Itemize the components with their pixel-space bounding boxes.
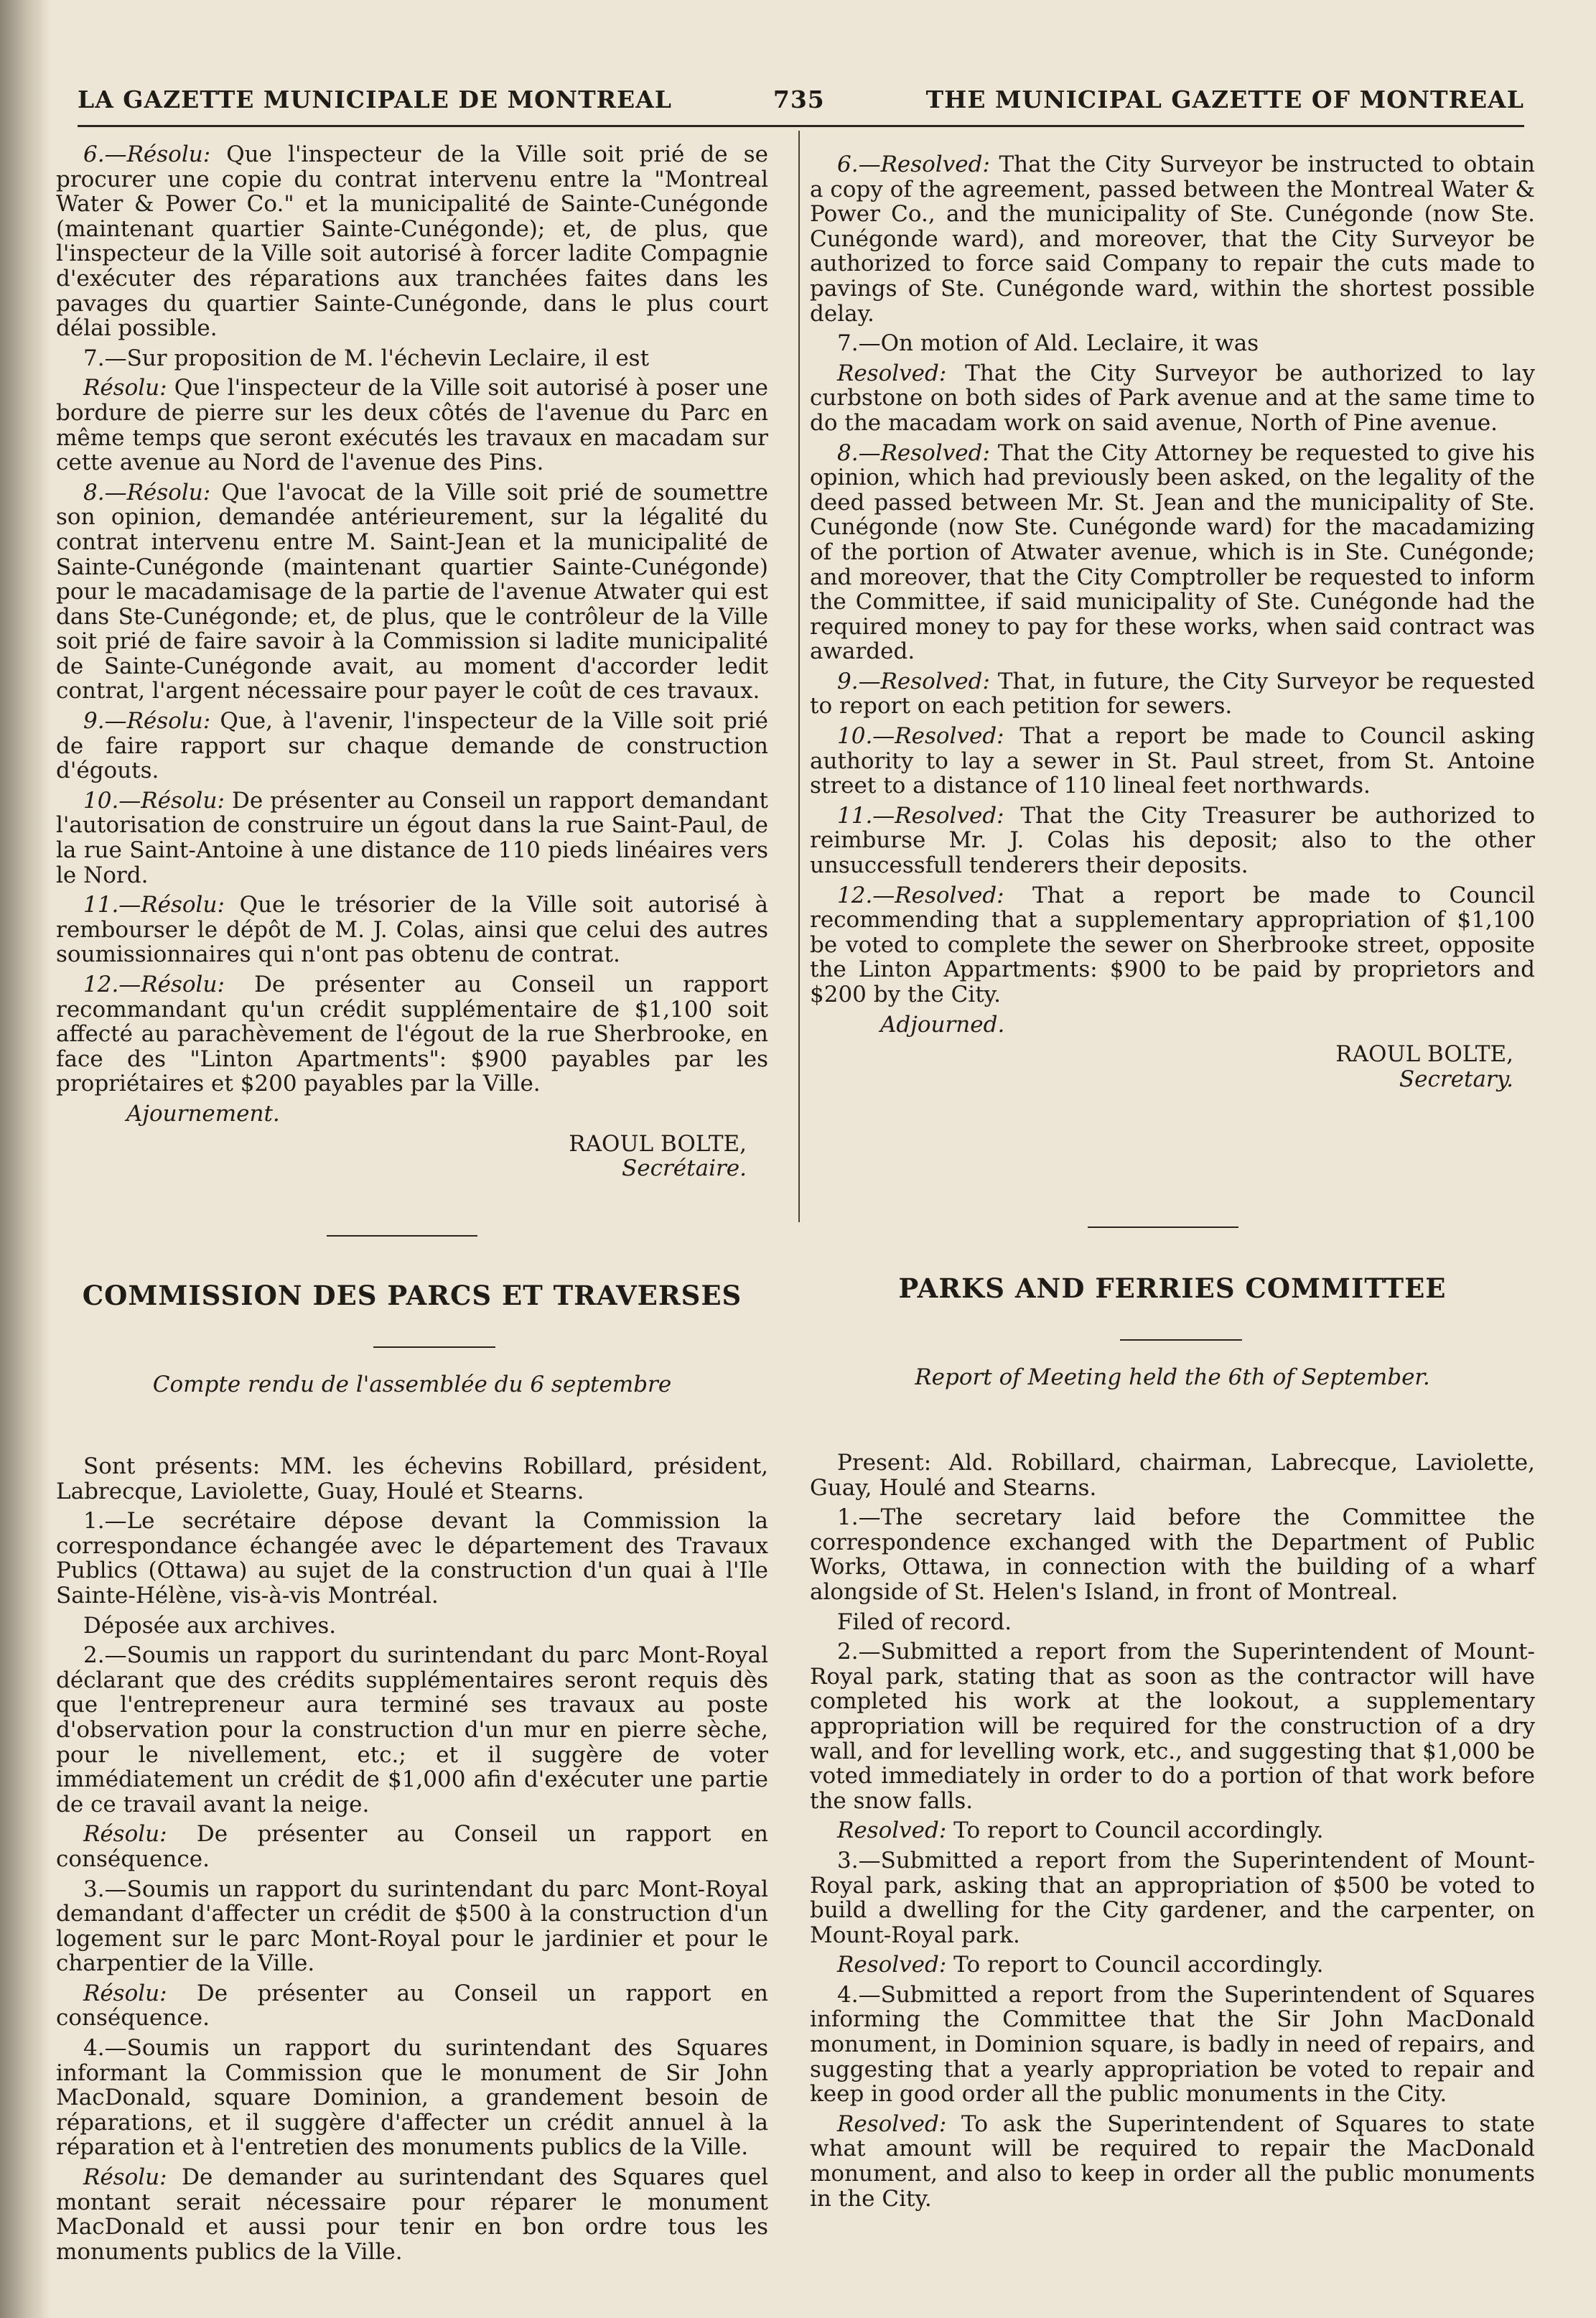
resolution-lead: 10.—Résolu:: [83, 787, 225, 814]
paragraph: [56, 346, 768, 371]
paragraph-text: That, in future, the City Surveyor be requested to report on each petition for sewers.: [810, 668, 1535, 720]
paragraph: [810, 883, 1535, 1007]
paragraph-text: 1.—Le secrétaire dépose devant la Commission la correspondance échangée avec le département des Travaux Publics (Ottawa) au sujet de la construction d'un quai à l'Ile Sainte-Hélène, vis-à-vis Montréal.: [56, 1508, 768, 1609]
paragraph: [810, 1848, 1535, 1947]
paragraph: [56, 480, 768, 704]
paragraph: [810, 331, 1535, 356]
paragraph-text: Déposée aux archives.: [83, 1612, 337, 1639]
paragraph: [56, 376, 768, 475]
parks-minutes-en: [810, 1451, 1535, 2211]
paragraph-text: 3.—Submitted a report from the Superintendent of Mount-Royal park, asking that an appropriation of $500 be voted to build a dwelling for the City gardener, and the carpenter, on Mount-Royal park.: [810, 1847, 1535, 1948]
secretary-name: RAOUL BOLTE,: [569, 1130, 747, 1157]
left-column-lower: [56, 1454, 768, 2269]
paragraph: [810, 1505, 1535, 1604]
resolution-lead: Résolu:: [83, 1821, 167, 1848]
paragraph: [56, 709, 768, 783]
paragraph: [56, 2036, 768, 2160]
paragraph-text: That the City Surveyor be authorized to lay curbstone on both sides of Park avenue and at the same time to do the macadam work on said avenue, North of Pine avenue.: [810, 360, 1535, 436]
paragraph-text: 7.—Sur proposition de M. l'échevin Leclaire, il est: [83, 345, 650, 371]
section-title-fr: COMMISSION DES PARCS ET TRAVERSES: [82, 1280, 742, 1311]
page-number: 735: [773, 85, 825, 113]
french-resolutions: [56, 142, 768, 1097]
paragraph: [810, 441, 1535, 664]
adjournment-en: Adjourned.: [880, 1011, 1005, 1038]
paragraph: [810, 1639, 1535, 1813]
paragraph-text: Que le trésorier de la Ville soit autorisé à rembourser le dépôt de M. J. Colas, ainsi que celui des autres soumissionnaires qui n'ont pas obtenu de contrat.: [56, 892, 768, 968]
paragraph: [56, 788, 768, 888]
paragraph: [56, 2165, 768, 2264]
page-header: [78, 78, 1524, 121]
paragraph-text: 1.—The secretary laid before the Committee the correspondence exchanged with the Department of Public Works, Ottawa, in connection with the building of a wharf alongside of St. Helen's Island, in front of Montreal.: [810, 1504, 1535, 1605]
paragraph: [56, 1822, 768, 1871]
paragraph-text: 2.—Soumis un rapport du surintendant du parc Mont-Royal déclarant que des crédits supplémentaires seront requis dès que l'entrepreneur aura terminé ses travaux au poste d'observation pour la construction d'un mur en pierre sèche, pour le nivellement, etc.; et il suggère de voter immédiatement un crédit de $1,000 afin d'exécuter une partie de ce travail avant la neige.: [56, 1642, 768, 1817]
paragraph-text: 4.—Submitted a report from the Superintendent of Squares informing the Committee that the Sir John MacDonald monument, in Dominion square, is badly in need of repairs, and suggesting that a yearly appropriation be voted to repair and keep in good order all the public monuments in the City.: [810, 1981, 1535, 2108]
paragraph: [810, 724, 1535, 799]
parks-minutes-fr: [56, 1454, 768, 2264]
section-title-en: PARKS AND FERRIES COMMITTEE: [898, 1272, 1447, 1304]
title-underline: [373, 1346, 495, 1348]
resolution-lead: Résolu:: [83, 375, 167, 401]
resolution-lead: Resolved:: [837, 2110, 947, 2137]
resolution-lead: 6.—Resolved:: [837, 152, 990, 177]
paragraph: [56, 972, 768, 1097]
resolution-lead: Résolu:: [83, 1980, 167, 2006]
header-rule: [78, 125, 1524, 127]
title-underline: [1120, 1339, 1242, 1341]
resolution-lead: 11.—Resolved:: [837, 802, 1004, 829]
paragraph: [56, 1614, 768, 1639]
paragraph-text: De demander au surintendant des Squares quel montant serait nécessaire pour réparer le monument MacDonald et aussi pour tenir en bon ordre tous les monuments publics de la Ville.: [56, 2164, 768, 2265]
paragraph-text: That the City Surveyor be instructed to obtain a copy of the agreement, passed between the Montreal Water & Power Co., and the municipality of Ste. Cunégonde (now Ste. Cunégonde ward), and moreover, that the City Surveyor be authorized to force said Company to repair the cuts made to pavings of Ste. Cunégonde ward, within the shortest possible delay.: [810, 152, 1535, 327]
paragraph: [810, 1952, 1535, 1978]
paragraph: [810, 669, 1535, 719]
paragraph: [56, 1509, 768, 1608]
paragraph: [56, 1454, 768, 1504]
resolution-lead: Resolved:: [837, 1952, 947, 1978]
paragraph: [810, 1818, 1535, 1843]
meeting-subtitle-fr: Compte rendu de l'assemblée du 6 septembre: [152, 1372, 672, 1397]
paragraph-text: De présenter au Conseil un rapport demandant l'autorisation de construire un égout dans la rue Saint-Paul, de la rue Saint-Antoine à une distance de 110 pieds linéaires vers le Nord.: [56, 787, 768, 888]
paragraph-text: Que, à l'avenir, l'inspecteur de la Ville soit prié de faire rapport sur chaque demande de construction d'égouts.: [56, 708, 768, 784]
english-resolutions: [810, 152, 1535, 1007]
paragraph-text: To report to Council accordingly.: [946, 1952, 1324, 1978]
header-english-title: THE MUNICIPAL GAZETTE OF MONTREAL: [925, 85, 1524, 113]
paragraph: [810, 1610, 1535, 1635]
paragraph-text: De présenter au Conseil un rapport en conséquence.: [56, 1980, 768, 2031]
paragraph-text: Que l'inspecteur de la Ville soit prié de se procurer une copie du contrat intervenu entre la "Montreal Water & Power Co." et la municipalité de Sainte-Cunégonde (maintenant quartier Sainte-Cunégonde); et, de plus, que l'inspecteur de la Ville soit autorisé à forcer ladite Compagnie d'exécuter des réparations aux tranchées faites dans les pavages du quartier Sainte-Cunégonde, dans le plus court délai possible.: [56, 141, 768, 342]
paragraph-text: That a report be made to Council recommending that a supplementary appropriation of $1,100 be voted to complete the sewer on Sherbrooke street, opposite the Linton Appartments: $900 to be paid by proprietors and $200 by the City.: [810, 882, 1535, 1007]
resolution-lead: 12.—Résolu:: [83, 972, 225, 997]
resolution-lead: 6.—Résolu:: [83, 141, 211, 167]
resolution-lead: 9.—Resolved:: [837, 668, 990, 694]
paragraph-text: De présenter au Conseil un rapport recommandant qu'un crédit supplémentaire de $1,100 soit affecté au parachèvement de l'égout de la rue Sherbrooke, en face des "Linton Apartments": $900 payables par les propriétaires et $200 payables par la Ville.: [56, 972, 768, 1097]
paragraph-text: Que l'avocat de la Ville soit prié de soumettre son opinion, demandée antérieurement, sur la légalité du contrat intervenu entre M. Saint-Jean et la municipalité de Sainte-Cunégonde (maintenant quartier Sainte-Cunégonde) pour le macadamisage de la partie de l'avenue Atwater qui est dans Ste-Cunégonde; et, de plus, que le contrôleur de la Ville soit prié de faire savoir à la Commission si ladite municipalité de Sainte-Cunégonde avait, au moment d'accorder ledit contrat, l'argent nécessaire pour payer le coût de ces travaux.: [56, 479, 768, 704]
paragraph: [810, 152, 1535, 326]
paragraph-text: 7.—On motion of Ald. Leclaire, it was: [837, 330, 1259, 357]
secretary-name: RAOUL BOLTE,: [1335, 1041, 1513, 1068]
meeting-subtitle-en: Report of Meeting held the 6th of September.: [915, 1364, 1430, 1390]
resolution-lead: 9.—Résolu:: [83, 708, 211, 735]
paragraph-text: That a report be made to Council asking authority to lay a sewer in St. Paul street, from St. Antoine street to a distance of 110 lineal feet northwards.: [810, 723, 1535, 799]
resolution-lead: 8.—Resolved:: [837, 439, 990, 466]
paragraph-text: To report to Council accordingly.: [946, 1817, 1324, 1844]
paragraph-text: To ask the Superintendent of Squares to state what amount will be required to repair the MacDonald monument, and also to keep in order all the public monuments in the City.: [810, 2110, 1535, 2212]
resolution-lead: 10.—Resolved:: [837, 723, 1004, 750]
signature-en: [810, 1042, 1535, 1091]
right-column-lower: [810, 1451, 1535, 2216]
paragraph-text: That the City Treasurer be authorized to reimburse Mr. J. Colas his deposit; also to the other unsuccessfull tenderers their deposits.: [810, 802, 1535, 879]
secretary-role: Secrétaire.: [622, 1155, 747, 1182]
resolution-lead: 12.—Resolved:: [837, 882, 1004, 908]
paragraph-text: That the City Attorney be requested to give his opinion, which had previously been asked, on the legality of the deed passed between Mr. St. Jean and the municipality of Ste. Cunégonde (now Ste. Cunégonde ward) for the macadamizing of the portion of Atwater avenue, which is in Ste. Cunégonde; and moreover, that the City Comptroller be requested to inform the Committee, if said municipality of Ste. Cunégonde had the required money to pay for these works, when said contract was awarded.: [810, 439, 1535, 665]
paragraph-text: Que l'inspecteur de la Ville soit autorisé à poser une bordure de pierre sur les deux côtés de l'avenue du Parc en même temps que seront exécutés les travaux en macadam sur cette avenue au Nord de l'avenue des Pins.: [56, 375, 768, 476]
resolution-lead: 8.—Résolu:: [83, 479, 211, 506]
paragraph: [56, 893, 768, 967]
paragraph-text: 2.—Submitted a report from the Superintendent of Mount-Royal park, stating that as soon as the contractor will have completed his work at the lookout, a supplementary appropriation will be required for the construction of a dry wall, and for levelling work, etc., and suggesting that $1,000 be voted immediately in order to do a portion of that work before the snow falls.: [810, 1639, 1535, 1814]
header-french-title: LA GAZETTE MUNICIPALE DE MONTREAL: [78, 85, 673, 113]
adjournment-fr: Ajournement.: [126, 1100, 280, 1127]
paragraph-text: Filed of record.: [837, 1609, 1012, 1635]
paragraph: [810, 361, 1535, 436]
paragraph-text: 4.—Soumis un rapport du surintendant des Squares informant la Commission que le monument de Sir John MacDonald, square Dominion, a grandement besoin de réparations, et il suggère d'affecter un crédit annuel à la réparation et à l'entretien des monuments publics de la Ville.: [56, 2035, 768, 2161]
paragraph: [56, 1981, 768, 2031]
paragraph: [810, 2112, 1535, 2211]
right-column-upper: [810, 152, 1535, 1091]
signature-fr: [56, 1132, 768, 1181]
secretary-role: Secretary.: [1399, 1066, 1513, 1092]
section-separator: [327, 1235, 477, 1237]
resolution-lead: Resolved:: [837, 1817, 947, 1844]
paragraph: [56, 1643, 768, 1817]
paragraph-text: Sont présents: MM. les échevins Robillard, président, Labrecque, Laviolette, Guay, Houlé et Stearns.: [56, 1453, 768, 1504]
column-divider: [798, 131, 800, 1222]
paragraph-text: 3.—Soumis un rapport du surintendant du parc Mont-Royal demandant d'affecter un crédit de $500 à la construction d'un logement sur le parc Mont-Royal pour le jardinier et pour le charpentier de la Ville.: [56, 1876, 768, 1977]
paragraph-text: De présenter au Conseil un rapport en conséquence.: [56, 1821, 768, 1872]
paragraph-text: Present: Ald. Robillard, chairman, Labrecque, Laviolette, Guay, Houlé and Stearns.: [810, 1450, 1535, 1501]
section-separator: [1088, 1227, 1238, 1228]
paragraph: [810, 1451, 1535, 1500]
resolution-lead: Résolu:: [83, 2164, 167, 2191]
paragraph: [56, 1877, 768, 1976]
paragraph: [56, 142, 768, 341]
left-column-upper: [56, 142, 768, 1181]
paragraph: [810, 804, 1535, 878]
resolution-lead: 11.—Résolu:: [83, 892, 225, 918]
resolution-lead: Resolved:: [837, 360, 947, 386]
paragraph: [810, 1983, 1535, 2107]
